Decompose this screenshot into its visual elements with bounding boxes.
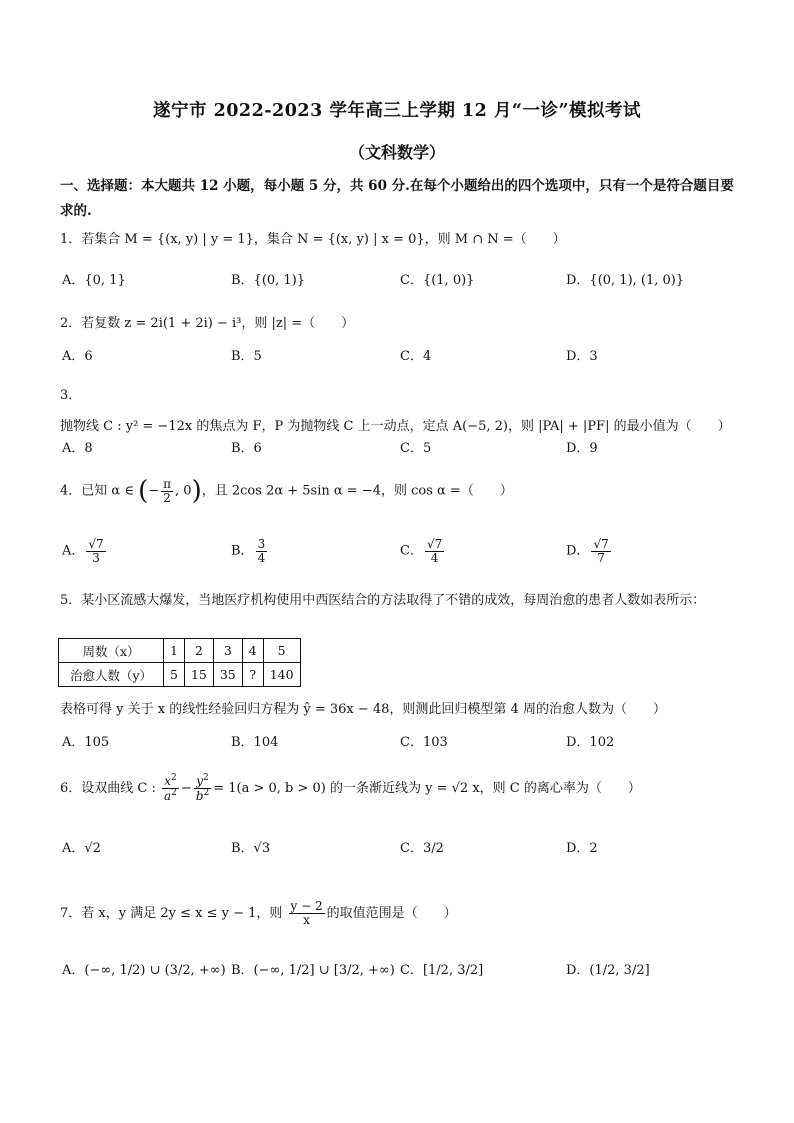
question-6: [60, 770, 750, 808]
minus-sign: −: [148, 483, 160, 499]
option-c: C．4: [400, 349, 432, 364]
fraction: [256, 538, 268, 564]
table-cell: 5: [164, 663, 185, 687]
fraction-denominator: 4: [257, 550, 266, 565]
fraction-denominator: 4: [430, 550, 439, 565]
option-a: A．6: [62, 349, 93, 364]
table-cell: 1: [164, 639, 185, 663]
table-cell: 140: [263, 663, 300, 687]
fraction: [289, 900, 325, 926]
fraction: [425, 538, 444, 564]
option-c: C．5: [400, 441, 432, 456]
fraction-denominator: x: [303, 913, 310, 927]
fraction: [162, 774, 179, 802]
fraction-numerator: y − 2: [290, 899, 323, 914]
option-a: A．105: [62, 735, 110, 750]
question-number: 4．: [60, 483, 82, 499]
question-1: [60, 229, 750, 251]
option-c: C．[1/2, 3/2]: [400, 963, 484, 978]
question-number: 2．: [60, 316, 82, 331]
section-heading: 一、选择题：本大题共 12 小题，每小题 5 分，共 60 分.在每个小题给出的四个选项中，只有一个是符合题目要求的.: [60, 178, 734, 219]
question-stem-end: 的取值范围是（ ）: [326, 906, 457, 921]
question-stem-start: 已知 α ∈: [81, 483, 134, 499]
option-d: D．2: [566, 841, 598, 856]
exam-subtitle: （文科数学）: [348, 143, 445, 162]
table-header-cell: 治愈人数（y）: [59, 663, 164, 687]
fraction-denominator: 3: [92, 550, 100, 565]
table-cell: 4: [242, 639, 263, 663]
question-stem: 某小区流感大爆发，当地医疗机构使用中西医结合的方法取得了不错的成效，每周治愈的患者人数如表所示：: [81, 593, 706, 608]
question-stem: 若集合 M = {(x, y) | y = 1}，集合 N = {(x, y) | x = 0}，则 M ∩ N =（ ）: [81, 232, 566, 247]
option-d: D．102: [566, 735, 615, 750]
option-a: A．{0, 1}: [62, 273, 126, 288]
fraction-denominator: $a^2$: [164, 788, 177, 803]
table-cell: 35: [213, 663, 242, 687]
fraction-numerator: √7: [426, 537, 443, 551]
fraction-numerator: √7: [593, 537, 609, 551]
fraction: [161, 478, 173, 504]
table-cell: ?: [242, 663, 263, 687]
fraction: [194, 774, 211, 802]
question-number: 5．: [60, 593, 82, 608]
table-cell: 2: [184, 639, 213, 663]
option-c: C．3/2: [400, 841, 444, 856]
interval-end: , 0: [175, 483, 192, 499]
option-c: [400, 538, 446, 564]
table-header-cell: 周数（x）: [59, 639, 164, 663]
table-cell: 3: [213, 639, 242, 663]
close-paren: ): [191, 476, 202, 506]
question-number: 1．: [60, 232, 82, 247]
question-4: [60, 472, 750, 511]
option-b: [231, 538, 269, 564]
data-table: [58, 638, 301, 687]
option-a: A．(−∞, 1/2) ∪ (3/2, +∞): [62, 963, 226, 978]
question-stem-end: = 1(a > 0, b > 0) 的一条渐近线为 y = √2 x，则 C 的离心率为（ ）: [213, 781, 641, 796]
option-d: D．3: [566, 349, 598, 364]
open-paren: (: [138, 476, 149, 506]
fraction-numerator: 3: [257, 537, 266, 551]
option-d: [566, 538, 613, 564]
option-b: B．5: [231, 349, 262, 364]
option-label: C．: [400, 543, 423, 559]
option-b: B．104: [231, 735, 279, 750]
exam-title: 遂宁市 2022-2023 学年高三上学期 12 月“一诊”模拟考试: [152, 101, 642, 121]
option-d: D．9: [566, 441, 598, 456]
option-b: B．6: [231, 441, 262, 456]
fraction-numerator: √7: [88, 537, 104, 551]
question-number: 3．: [60, 388, 82, 403]
question-stem: 抛物线 C : y² = −12x 的焦点为 F，P 为抛物线 C 上一动点，定点 A(−5, 2)，则 |PA| + |PF| 的最小值为（ ）: [60, 419, 731, 434]
option-b: B．{(0, 1)}: [231, 273, 306, 288]
question-stem: 若复数 z = 2i(1 + 2i) − i³，则 |z| =（ ）: [81, 316, 355, 331]
minus-sign: −: [180, 781, 192, 796]
question-5: [60, 590, 750, 612]
option-a: A．√2: [62, 841, 101, 856]
question-7: [60, 895, 750, 933]
fraction: [591, 538, 610, 564]
fraction-numerator: $x^2$: [164, 773, 177, 789]
fraction: [86, 538, 105, 564]
table-row: [59, 639, 301, 663]
fraction-numerator: $y^2$: [196, 773, 209, 789]
option-d: D．(1/2, 3/2]: [566, 963, 650, 978]
option-a: A．8: [62, 441, 93, 456]
table-cell: 15: [184, 663, 213, 687]
option-label: D．: [566, 543, 590, 559]
option-d: D．{(0, 1), (1, 0)}: [566, 273, 685, 288]
table-row: [59, 663, 301, 687]
fraction-numerator: π: [163, 476, 172, 491]
question-3: [60, 380, 750, 442]
fraction-denominator: 2: [163, 490, 171, 505]
question-number: 7．: [60, 906, 82, 921]
option-c: C．103: [400, 735, 448, 750]
table-cell: 5: [263, 639, 300, 663]
option-b: B．√3: [231, 841, 271, 856]
question-5-continued: 表格可得 y 关于 x 的线性经验回归方程为 ŷ = 36x − 48，则测此回归模型第 4 周的治愈人数为（ ）: [60, 702, 666, 717]
option-label: A．: [62, 543, 85, 559]
option-a: [62, 538, 108, 564]
fraction-denominator: 7: [597, 550, 605, 565]
question-stem-start: 设双曲线 C :: [81, 781, 156, 796]
fraction-denominator: $b^2$: [195, 788, 210, 803]
question-number: 6．: [60, 781, 82, 796]
question-stem-end: ，且 2cos 2α + 5sin α = −4，则 cos α =（ ）: [201, 483, 513, 499]
question-stem-start: 若 x，y 满足 2y ≤ x ≤ y − 1，则: [81, 906, 283, 921]
option-c: C．{(1, 0)}: [400, 273, 475, 288]
option-label: B．: [231, 543, 254, 559]
option-b: B．(−∞, 1/2] ∪ [3/2, +∞): [231, 963, 395, 978]
question-2: [60, 313, 750, 335]
